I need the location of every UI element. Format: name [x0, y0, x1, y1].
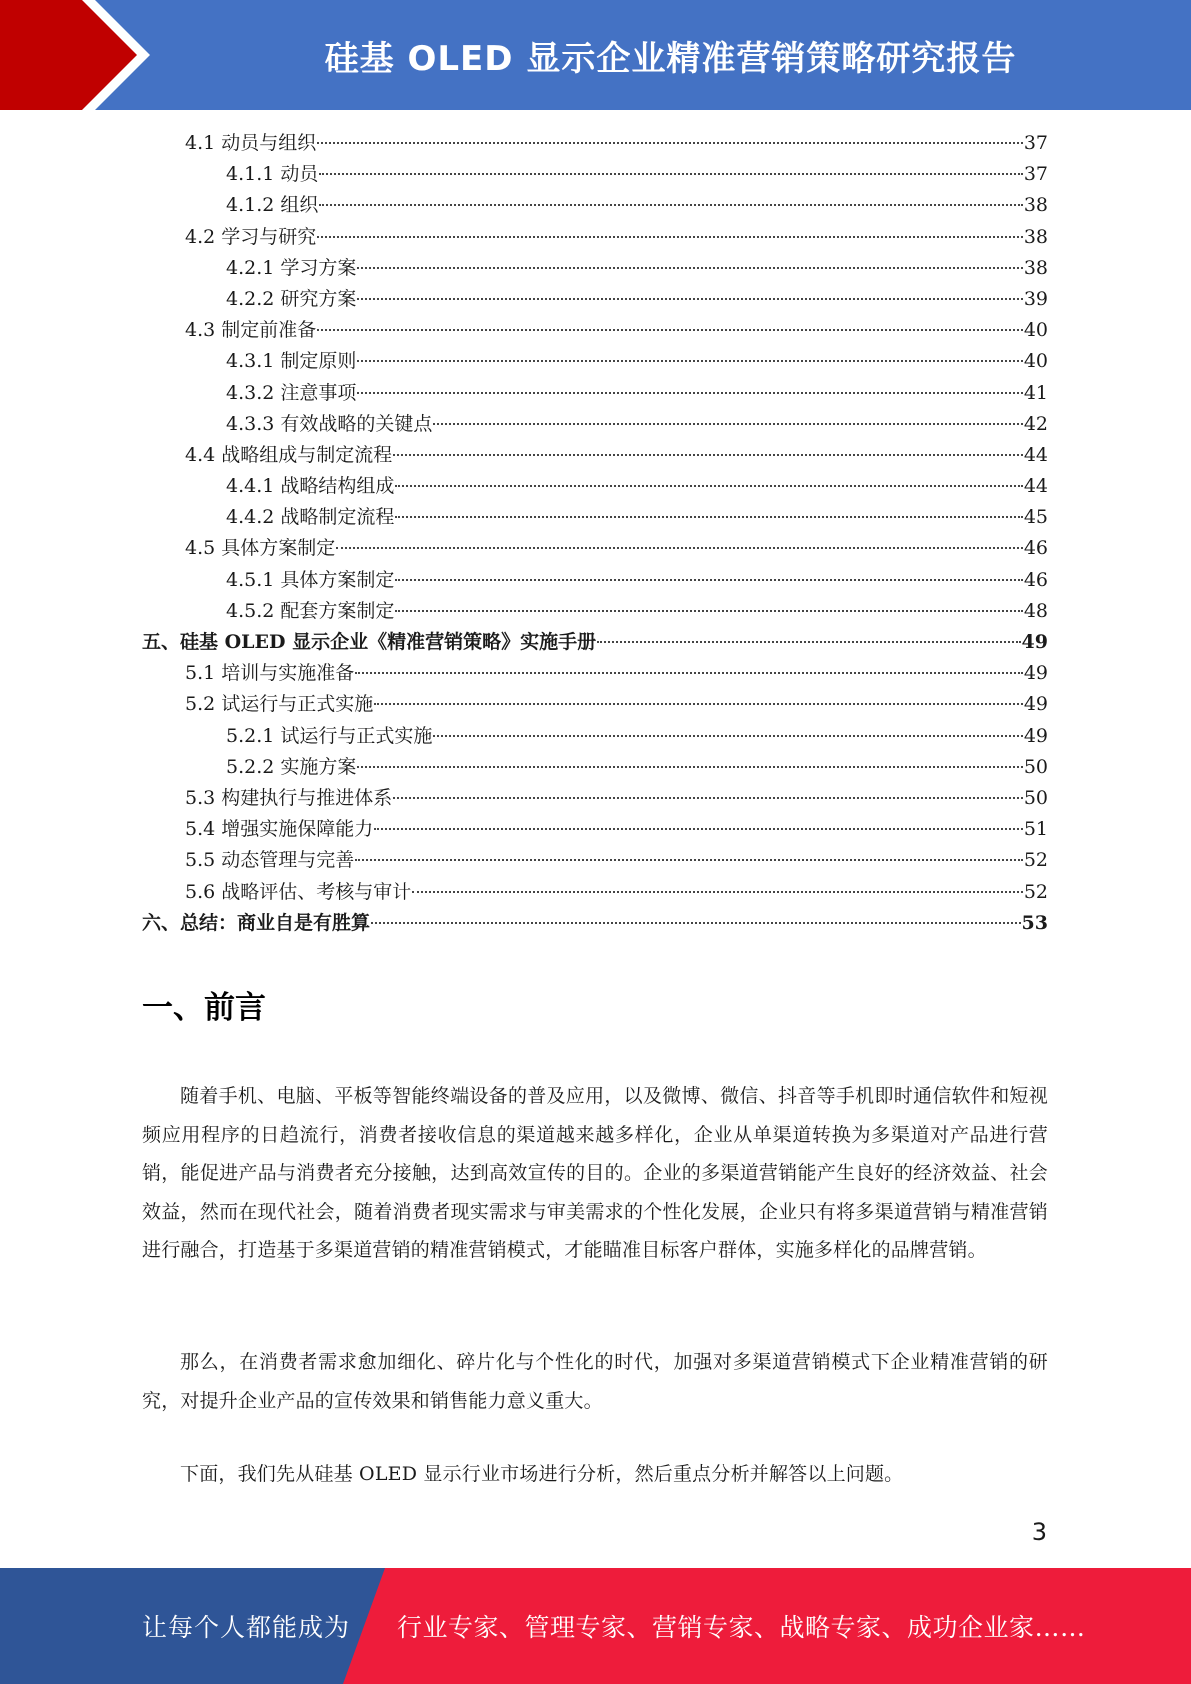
toc-leader-dots: [597, 641, 1020, 643]
toc-entry[interactable]: [142, 752, 1048, 783]
toc-entry-page: 37: [1023, 132, 1048, 154]
toc-entry-page: 41: [1023, 381, 1048, 404]
toc-entry-label: 5.4 增强实施保障能力: [185, 818, 374, 841]
report-title: 硅基 OLED 显示企业精准营销策略研究报告: [324, 38, 1017, 79]
toc-entry-label: 5.2.1 试运行与正式实施: [226, 724, 433, 747]
toc-entry-page: 53: [1021, 911, 1048, 934]
toc-leader-dots: [393, 454, 1023, 456]
toc-entry-page: 39: [1023, 287, 1048, 310]
toc-entry[interactable]: [142, 533, 1048, 564]
toc-entry-page: 46: [1023, 568, 1048, 591]
toc-entry[interactable]: [142, 814, 1048, 845]
toc-entry-label: 4.4 战略组成与制定流程: [185, 443, 393, 466]
toc-entry[interactable]: [142, 159, 1048, 190]
toc-entry-label: 5.3 构建执行与推进体系: [185, 786, 393, 809]
toc-leader-dots: [374, 703, 1023, 705]
toc-entry-page: 49: [1023, 662, 1048, 685]
toc-leader-dots: [357, 766, 1022, 768]
paragraph-text: 那么，在消费者需求愈加细化、碎片化与个性化的时代，加强对多渠道营销模式下企业精准营销的研究，对提升企业产品的宣传效果和销售能力意义重大。: [142, 1351, 1048, 1412]
toc-leader-dots: [371, 922, 1021, 924]
toc-leader-dots: [357, 360, 1022, 362]
toc-leader-dots: [319, 173, 1022, 175]
toc-entry[interactable]: [142, 627, 1048, 658]
toc-entry-label: 5.1 培训与实施准备: [185, 662, 355, 685]
page-number: 3: [1031, 1518, 1047, 1546]
toc-entry-page: 42: [1023, 412, 1048, 435]
toc-entry-page: 50: [1023, 755, 1048, 778]
toc-entry[interactable]: [142, 190, 1048, 221]
toc-entry-label: 5.2.2 实施方案: [226, 755, 357, 778]
toc-entry-label: 4.5.1 具体方案制定: [226, 568, 395, 591]
footer-slogan-right: 行业专家、管理专家、营销专家、战略专家、成功企业家……: [397, 1613, 1086, 1642]
toc-entry[interactable]: [142, 502, 1048, 533]
toc-entry-page: 52: [1023, 849, 1048, 872]
section-heading: 一、前言: [142, 990, 266, 1026]
toc-entry[interactable]: [142, 253, 1048, 284]
toc-entry-page: 52: [1023, 880, 1048, 903]
toc-entry-label: 4.4.2 战略制定流程: [226, 506, 395, 529]
toc-entry[interactable]: [142, 783, 1048, 814]
toc-leader-dots: [317, 142, 1023, 144]
toc-entry-label: 4.3.1 制定原则: [226, 350, 357, 373]
paragraph-3: [142, 1455, 1048, 1494]
toc-entry[interactable]: [142, 721, 1048, 752]
toc-entry[interactable]: [142, 689, 1048, 720]
toc-entry[interactable]: [142, 440, 1048, 471]
toc-entry-label: 4.1.1 动员: [226, 163, 319, 186]
toc-entry[interactable]: [142, 284, 1048, 315]
toc-entry[interactable]: [142, 315, 1048, 346]
toc-leader-dots: [319, 204, 1022, 206]
header-banner: [0, 0, 1191, 110]
toc-entry[interactable]: [142, 845, 1048, 876]
toc-entry[interactable]: [142, 596, 1048, 627]
toc-entry[interactable]: [142, 222, 1048, 253]
red-chevron-logo: [0, 0, 160, 110]
toc-entry-page: 45: [1023, 506, 1048, 529]
toc-leader-dots: [393, 797, 1023, 799]
toc-entry-label: 五、硅基 OLED 显示企业《精准营销策略》实施手册: [142, 631, 597, 653]
toc-entry-label: 4.4.1 战略结构组成: [226, 475, 395, 498]
toc-entry-label: 4.3 制定前准备: [185, 319, 317, 342]
paragraph-text: 下面，我们先从硅基 OLED 显示行业市场进行分析，然后重点分析并解答以上问题。: [180, 1463, 904, 1485]
toc-entry-label: 4.5 具体方案制定: [185, 537, 336, 560]
toc-entry-page: 44: [1023, 475, 1048, 498]
toc-leader-dots: [433, 423, 1022, 425]
toc-entry-label: 4.2.1 学习方案: [226, 256, 357, 279]
paragraph-text: 随着手机、电脑、平板等智能终端设备的普及应用，以及微博、微信、抖音等手机即时通信软件和短视频应用程序的日趋流行，消费者接收信息的渠道越来越多样化，企业从单渠道转换为多渠道对产品进行营销，能促进产品与消费者充分接触，达到高效宣传的目的。企业的多渠道营销能产生良好的经济效益、社会效益，然而在现代社会，随着消费者现实需求与审美需求的个性化发展，企业只有将多渠道营销与精准营销进行融合，打造基于多渠道营销的精准营销模式，才能瞄准目标客户群体，实施多样化的品牌营销。: [142, 1085, 1048, 1261]
toc-leader-dots: [355, 859, 1023, 861]
toc-entry-label: 5.6 战略评估、考核与审计: [185, 880, 412, 903]
toc-entry-label: 5.2 试运行与正式实施: [185, 693, 374, 716]
toc-leader-dots: [395, 579, 1022, 581]
paragraph-2: [142, 1343, 1048, 1420]
toc-entry-page: 46: [1023, 537, 1048, 560]
toc-leader-dots: [355, 672, 1023, 674]
toc-entry-page: 37: [1023, 163, 1048, 186]
toc-leader-dots: [395, 516, 1022, 518]
toc-leader-dots: [357, 298, 1022, 300]
paragraph-1: [142, 1077, 1048, 1270]
toc-entry[interactable]: [142, 346, 1048, 377]
toc-entry-page: 44: [1023, 443, 1048, 466]
toc-leader-dots: [336, 547, 1023, 549]
toc-entry-label: 5.5 动态管理与完善: [185, 849, 355, 872]
toc-entry-page: 49: [1023, 724, 1048, 747]
toc-entry-page: 40: [1023, 350, 1048, 373]
toc-entry[interactable]: [142, 128, 1048, 159]
toc-leader-dots: [357, 267, 1022, 269]
toc-entry-label: 4.2.2 研究方案: [226, 287, 357, 310]
toc-entry-label: 4.3.2 注意事项: [226, 381, 357, 404]
toc-entry-page: 40: [1023, 319, 1048, 342]
toc-entry[interactable]: [142, 565, 1048, 596]
toc-entry-label: 4.2 学习与研究: [185, 225, 317, 248]
toc-entry-page: 38: [1023, 225, 1048, 248]
toc-leader-dots: [317, 329, 1023, 331]
table-of-contents: [142, 128, 1048, 939]
toc-entry-label: 4.3.3 有效战略的关键点: [226, 412, 433, 435]
toc-entry-page: 48: [1023, 599, 1048, 622]
toc-entry-label: 4.5.2 配套方案制定: [226, 599, 395, 622]
toc-leader-dots: [374, 828, 1023, 830]
toc-entry-label: 4.1.2 组织: [226, 194, 319, 217]
toc-leader-dots: [357, 392, 1022, 394]
toc-entry[interactable]: [142, 378, 1048, 409]
toc-entry-page: 49: [1023, 693, 1048, 716]
toc-leader-dots: [317, 236, 1023, 238]
toc-entry-page: 51: [1023, 818, 1048, 841]
footer-banner: [0, 1568, 1191, 1684]
toc-entry-page: 50: [1023, 786, 1048, 809]
toc-entry-page: 38: [1023, 194, 1048, 217]
toc-entry[interactable]: [142, 658, 1048, 689]
toc-entry-page: 49: [1021, 631, 1048, 653]
toc-leader-dots: [395, 610, 1022, 612]
toc-leader-dots: [395, 485, 1022, 487]
toc-entry[interactable]: [142, 409, 1048, 440]
toc-entry-page: 38: [1023, 256, 1048, 279]
footer-slogan-left: 让每个人都能成为: [142, 1613, 351, 1642]
toc-entry[interactable]: [142, 471, 1048, 502]
toc-leader-dots: [433, 735, 1022, 737]
toc-entry-label: 4.1 动员与组织: [185, 132, 317, 154]
toc-leader-dots: [412, 891, 1023, 893]
toc-entry-label: 六、总结：商业自是有胜算: [142, 911, 371, 934]
toc-entry[interactable]: [142, 877, 1048, 908]
toc-entry[interactable]: [142, 908, 1048, 939]
